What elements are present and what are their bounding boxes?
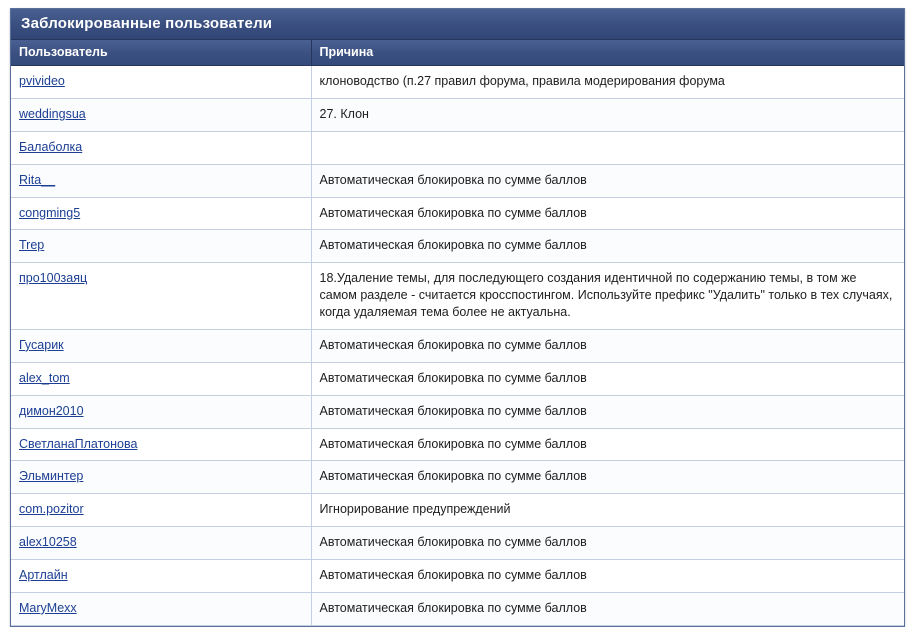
reason-text: Автоматическая блокировка по сумме баллов — [319, 535, 587, 550]
column-header-reason: Причина — [311, 40, 904, 66]
user-link[interactable]: com.pozitor — [19, 502, 84, 517]
table-row — [11, 461, 904, 494]
user-link[interactable]: Гусарик — [19, 337, 64, 352]
cell-user — [11, 362, 311, 395]
cell-reason — [311, 560, 904, 593]
page-title: Заблокированные пользователи — [11, 9, 904, 40]
reason-text: Автоматическая блокировка по сумме баллов — [319, 403, 587, 418]
user-link[interactable]: alex_tom — [19, 370, 70, 385]
user-link[interactable]: alex10258 — [19, 535, 77, 550]
cell-user — [11, 164, 311, 197]
table-row — [11, 362, 904, 395]
user-link[interactable]: MaryMexx — [19, 600, 77, 615]
reason-text: Автоматическая блокировка по сумме баллов — [319, 436, 587, 451]
table-row — [11, 230, 904, 263]
cell-user — [11, 592, 311, 625]
user-link[interactable]: димон2010 — [19, 403, 84, 418]
user-link[interactable]: Артлайн — [19, 568, 68, 582]
user-link[interactable]: про100заяц — [19, 271, 88, 286]
cell-reason — [311, 230, 904, 263]
user-link[interactable]: Балаболка — [19, 139, 83, 154]
cell-reason — [311, 428, 904, 461]
table-row — [11, 66, 904, 99]
table-row — [11, 395, 904, 428]
cell-reason — [311, 527, 904, 560]
cell-user — [11, 560, 311, 593]
table-row — [11, 592, 904, 625]
table-row — [11, 560, 904, 593]
cell-reason — [311, 592, 904, 625]
cell-reason — [311, 98, 904, 131]
cell-reason — [311, 66, 904, 99]
reason-text: Игнорирование предупреждений — [319, 502, 511, 517]
user-link[interactable]: Trep — [19, 238, 45, 253]
table-header-row — [11, 40, 904, 66]
table-row — [11, 263, 904, 330]
reason-text: Автоматическая блокировка по сумме баллов — [319, 370, 587, 385]
reason-text: Автоматическая блокировка по сумме баллов — [319, 337, 587, 352]
table-row — [11, 164, 904, 197]
cell-user — [11, 494, 311, 527]
reason-text: Автоматическая блокировка по сумме баллов — [319, 469, 587, 484]
reason-text: Автоматическая блокировка по сумме баллов — [319, 172, 587, 187]
table-body — [11, 66, 904, 626]
cell-user — [11, 230, 311, 263]
cell-reason — [311, 494, 904, 527]
cell-reason — [311, 131, 904, 164]
cell-reason — [311, 461, 904, 494]
user-link[interactable]: weddingsua — [19, 106, 86, 121]
table-row — [11, 494, 904, 527]
cell-reason — [311, 197, 904, 230]
reason-text: 18.Удаление темы, для последующего создания идентичной по содержанию темы, в том же самом разделе - считается кросспостингом. Используйте префикс "Удалить" только в тех случаях, когда удаляемая тема более не актуальна. — [319, 271, 893, 319]
user-link[interactable]: congming5 — [19, 205, 81, 220]
table-row — [11, 131, 904, 164]
cell-user — [11, 98, 311, 131]
table-row — [11, 527, 904, 560]
column-header-user: Пользователь — [11, 40, 311, 66]
cell-user — [11, 66, 311, 99]
cell-reason — [311, 263, 904, 330]
reason-text: Автоматическая блокировка по сумме баллов — [319, 205, 587, 220]
reason-text: Автоматическая блокировка по сумме баллов — [319, 568, 587, 582]
cell-user — [11, 197, 311, 230]
user-link[interactable]: Эльминтер — [19, 469, 84, 484]
table-row — [11, 428, 904, 461]
cell-user — [11, 527, 311, 560]
cell-reason — [311, 164, 904, 197]
cell-reason — [311, 395, 904, 428]
table-row — [11, 329, 904, 362]
user-link[interactable]: Rita__ — [19, 172, 56, 187]
cell-user — [11, 461, 311, 494]
cell-user — [11, 329, 311, 362]
cell-user — [11, 131, 311, 164]
table-row — [11, 197, 904, 230]
cell-reason — [311, 362, 904, 395]
table-row — [11, 98, 904, 131]
blocked-users-table — [11, 40, 904, 626]
cell-user — [11, 428, 311, 461]
cell-user — [11, 395, 311, 428]
reason-text: 27. Клон — [319, 106, 369, 121]
reason-text: Автоматическая блокировка по сумме баллов — [319, 600, 587, 615]
cell-reason — [311, 329, 904, 362]
cell-user — [11, 263, 311, 330]
reason-text: клоноводство (п.27 правил форума, правила модерирования форума — [319, 74, 725, 88]
user-link[interactable]: СветланаПлатонова — [19, 436, 138, 451]
user-link[interactable]: pvivideo — [19, 74, 65, 88]
blocked-users-panel — [10, 8, 905, 627]
reason-text: Автоматическая блокировка по сумме баллов — [319, 238, 587, 253]
